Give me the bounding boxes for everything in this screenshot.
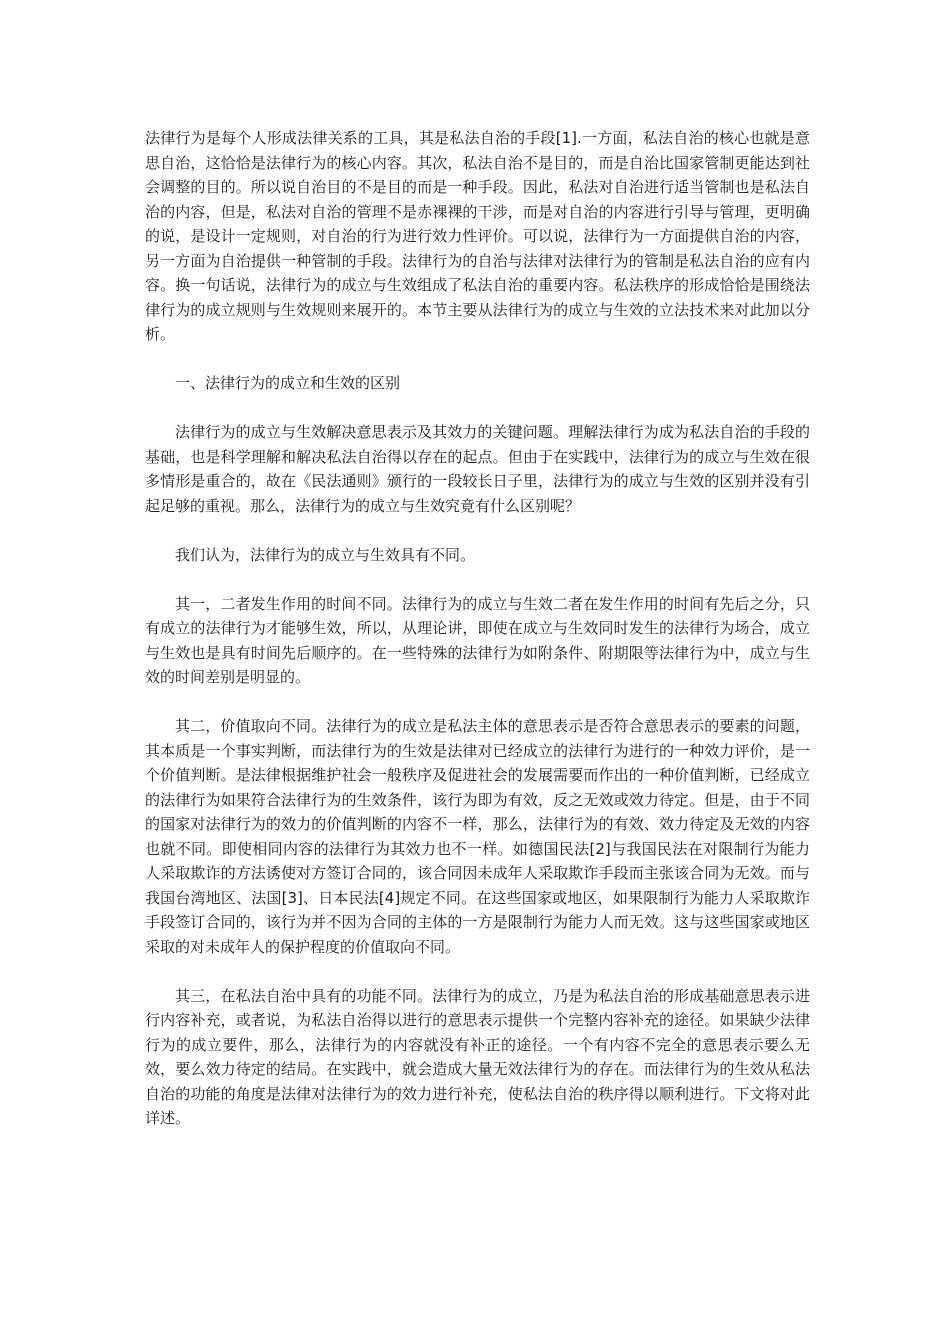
paragraph-point-one: 其一，二者发生作用的时间不同。法律行为的成立与生效二者在发生作用的时间有先后之分，只有成立的法律行为才能够生效，所以，从理论讲，即使在成立与生效同时发生的法律行为场合，成立与生效也是具有时间先后顺序的。在一些特殊的法律行为如附条件、附期限等法律行为中，成立与生效的时间差别是明显的。	[145, 594, 810, 686]
paragraph-intro: 法律行为是每个人形成法律关系的工具，其是私法自治的手段[1].一方面，私法自治的核心也就是意思自治，这恰恰是法律行为的核心内容。其次，私法自治不是目的，而是自治比国家管制更能达到社会调整的目的。所以说自治目的不是目的而是一种手段。因此，私法对自治进行适当管制也是私法自治的内容，但是，私法对自治的管理不是赤裸裸的干涉，而是对自治的内容进行引导与管理，更明确的说，是设计一定规则，对自治的行为进行效力性评价。可以说，法律行为一方面提供自治的内容，另一方面为自治提供一种管制的手段。法律行为的自治与法律对法律行为的管制是私法自治的应有内容。换一句话说，法律行为的成立与生效组成了私法自治的重要内容。私法秩序的形成恰恰是围绕法律行为的成立规则与生效规则来展开的。本节主要从法律行为的成立与生效的立法技术来对此加以分析。	[145, 129, 810, 343]
paragraph-point-two: 其二，价值取向不同。法律行为的成立是私法主体的意思表示是否符合意思表示的要素的问题，其本质是一个事实判断，而法律行为的生效是法律对已经成立的法律行为进行的一种效力评价，是一个价值判断。是法律根据维护社会一般秩序及促进社会的发展需要而作出的一种价值判断，已经成立的法律行为如果符合法律行为的生效条件，该行为即为有效，反之无效或效力待定。但是，由于不同的国家对法律行为的效力的价值判断的内容不一样，那么，法律行为的有效、效力待定及无效的内容也就不同。即使相同内容的法律行为其效力也不一样。如德国民法[2]与我国民法在对限制行为能力人采取欺诈的方法诱使对方签订合同的，该合同因未成年人采取欺诈手段而主张该合同为无效。而与我国台湾地区、法国[3]、日本民法[4]规定不同。在这些国家或地区，如果限制行为能力人采取欺诈手段签订合同的，该行为并不因为合同的主体的一方是限制行为能力人而无效。这与这些国家或地区采取的对未成年人的保护程度的价值取向不同。	[145, 717, 810, 956]
paragraph-overview: 法律行为的成立与生效解决意思表示及其效力的关键问题。理解法律行为成为私法自治的手段的基础，也是科学理解和解决私法自治得以存在的起点。但由于在实践中，法律行为的成立与生效在很多情形是重合的，故在《民法通则》颁行的一段较长日子里，法律行为的成立与生效的区别并没有引起足够的重视。那么，法律行为的成立与生效究竟有什么区别呢？	[145, 423, 810, 515]
paragraph-point-three: 其三，在私法自治中具有的功能不同。法律行为的成立，乃是为私法自治的形成基础意思表示进行内容补充，或者说，为私法自治得以进行的意思表示提供一个完整内容补充的途径。如果缺少法律行为的成立要件，那么，法律行为的内容就没有补正的途径。一个有内容不完全的意思表示要么无效，要么效力待定的结局。在实践中，就会造成大量无效法律行为的存在。而法律行为的生效从私法自治的功能的角度是法律对法律行为的效力进行补充，使私法自治的秩序得以顺利进行。下文将对此详述。	[145, 986, 810, 1127]
section-heading: 一、法律行为的成立和生效的区别	[175, 374, 401, 392]
paragraph-thesis: 我们认为，法律行为的成立与生效具有不同。	[175, 545, 476, 564]
document-body	[145, 126, 810, 1155]
